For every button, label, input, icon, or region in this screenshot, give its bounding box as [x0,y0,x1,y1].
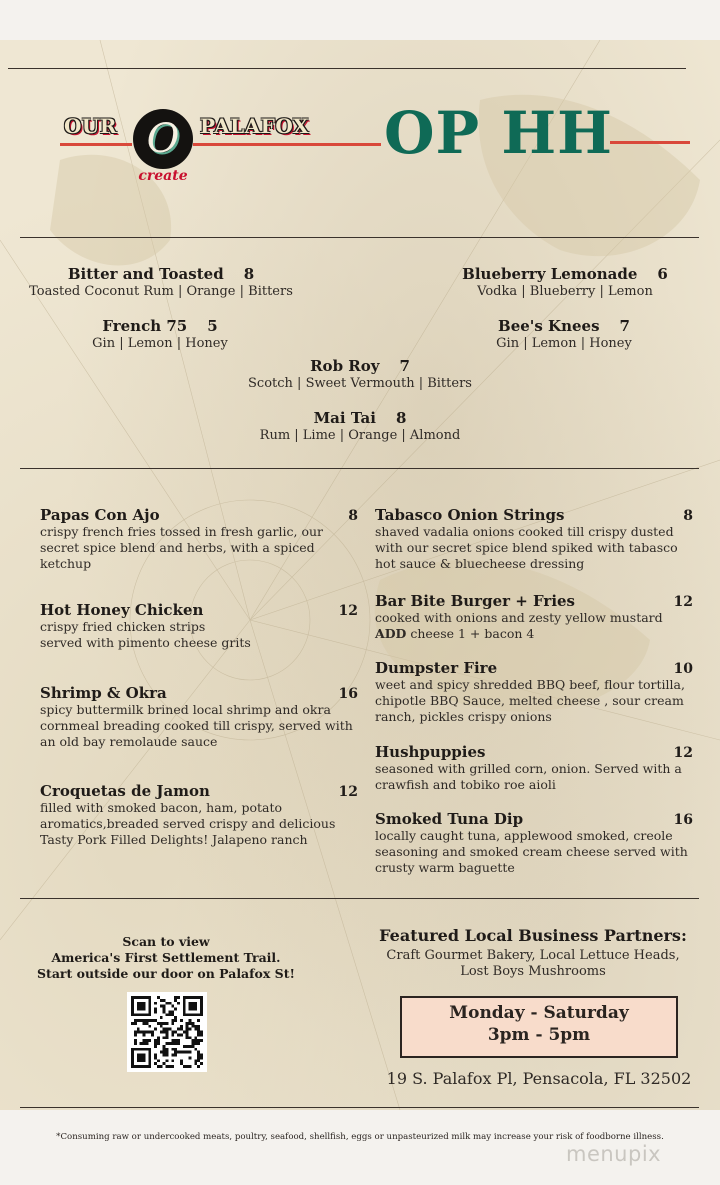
logo-word-our: OUR [64,114,117,138]
food-addon [375,626,693,642]
food-description: shaved vadalia onions cooked till crispy dusted with our secret spice blend spiked with tabasco hot sauce & bluecheese dressing [375,524,678,571]
addon-text: cheese 1 + bacon 4 [406,626,535,641]
logo-mark [133,109,193,169]
food-description: spicy buttermilk brined local shrimp and okra cornmeal breading cooked till crispy, served with an old bay remolaude sauce [40,702,353,749]
food-name: Dumpster Fire [375,659,498,677]
food-name: Papas Con Ajo [40,506,160,524]
food-description: weet and spicy shredded BBQ beef, flour tortilla, chipotle BBQ Sauce, melted cheese , sour cream ranch, pickles crispy onions [375,677,685,724]
partners-line: Lost Boys Mushrooms [460,964,606,979]
partners-line: Craft Gourmet Bakery, Local Lettuce Heads, [386,948,680,963]
drink-name: Mai Tai [313,409,376,427]
food-price: 12 [673,594,693,610]
drink-description: Scotch | Sweet Vermouth | Bitters [248,376,472,391]
food-item [375,810,693,876]
food-price: 16 [673,812,693,828]
drink-description: Gin | Lemon | Honey [496,336,632,351]
disclaimer: *Consuming raw or undercooked meats, poultry, seafood, shellfish, eggs or unpasteurized milk may increase your risk of foodborne illness. [56,1132,664,1142]
food-name: Shrimp & Okra [40,684,167,702]
food-description: crispy french fries tossed in fresh garlic, our secret spice blend and herbs, with a spiced ketchup [40,524,324,571]
drink-price: 5 [207,317,218,335]
food-name: Smoked Tuna Dip [375,810,524,828]
food-price: 10 [673,661,693,677]
drink-item [464,317,664,351]
trail-promo-line: Start outside our door on Palafox St! [37,966,295,981]
trail-promo [30,934,302,982]
food-item [375,506,693,572]
trail-promo-line: Scan to view [122,934,210,949]
food-price: 12 [338,603,358,619]
drink-name: Rob Roy [310,357,380,375]
drink-price: 7 [399,357,410,375]
food-name: Hushpuppies [375,743,486,761]
food-item [375,659,693,725]
food-item [375,592,693,642]
drink-name: Bee's Knees [498,317,600,335]
drink-name: Bitter and Toasted [67,265,224,283]
partners-title: Featured Local Business Partners: [379,926,687,945]
food-item [40,601,358,651]
food-name: Hot Honey Chicken [40,601,204,619]
header-top-rule [8,68,686,69]
drink-price: 6 [657,265,668,283]
page-title: OP HH [384,99,613,167]
food-item [40,684,358,750]
hours-time: 3pm - 5pm [487,1025,591,1045]
logo-red-line-right [610,141,690,144]
drink-description: Vodka | Blueberry | Lemon [477,284,653,299]
drink-name: French 75 [102,317,188,335]
drink-description: Toasted Coconut Rum | Orange | Bitters [29,284,293,299]
hours-box [400,996,678,1058]
drink-item [230,357,490,391]
food-price: 8 [348,508,358,524]
drink-description: Gin | Lemon | Honey [92,336,228,351]
drink-description: Rum | Lime | Orange | Almond [259,428,461,443]
qr-code-graphic [131,996,203,1068]
food-name: Tabasco Onion Strings [375,506,565,524]
food-description: cooked with onions and zesty yellow mustard [375,610,663,625]
logo-word-palafox: PALAFOX [200,114,309,138]
logo-tagline: create [138,168,188,184]
food-description: filled with smoked bacon, ham, potato aromatics,breaded served crispy and delicious Tasty Pork Filled Delights! Jalapeno ranch [40,800,336,847]
footer-top-rule [20,898,699,899]
food-price: 12 [673,745,693,761]
trail-promo-line: America's First Settlement Trail. [51,950,281,965]
food-item [40,506,358,572]
drink-item [230,409,490,443]
food-name: Bar Bite Burger + Fries [375,592,576,610]
qr-code[interactable] [127,992,207,1072]
watermark: menupix [566,1142,662,1166]
food-description: seasoned with grilled corn, onion. Served with a crawfish and tobiko roe aioli [375,761,682,792]
food-item [40,782,358,848]
drink-price: 8 [243,265,255,283]
drink-item [60,317,260,351]
food-item [375,743,693,793]
food-description: locally caught tuna, applewood smoked, creole seasoning and smoked cream cheese served with crusty warm baguette [375,828,688,875]
drink-item [430,265,700,299]
drink-price: 8 [395,409,407,427]
logo-red-line-left [60,143,132,146]
partners-list [372,948,694,980]
food-name: Croquetas de Jamon [40,782,210,800]
food-price: 16 [338,686,358,702]
hours-days: Monday - Saturday [449,1003,629,1023]
drink-price: 7 [619,317,630,335]
food-price: 8 [683,508,693,524]
addon-label: ADD [375,626,407,641]
food-description: crispy fried chicken strips served with pimento cheese grits [40,619,251,650]
logo-glyph: O [146,116,180,162]
drink-item [26,265,296,299]
drinks-top-rule [20,237,699,238]
drink-name: Blueberry Lemonade [462,265,638,283]
logo-red-line-mid [193,143,381,146]
footer-bottom-rule [20,1107,699,1108]
address: 19 S. Palafox Pl, Pensacola, FL 32502 [386,1069,692,1088]
top-margin [0,0,720,40]
food-top-rule [20,468,699,469]
food-price: 12 [338,784,358,800]
